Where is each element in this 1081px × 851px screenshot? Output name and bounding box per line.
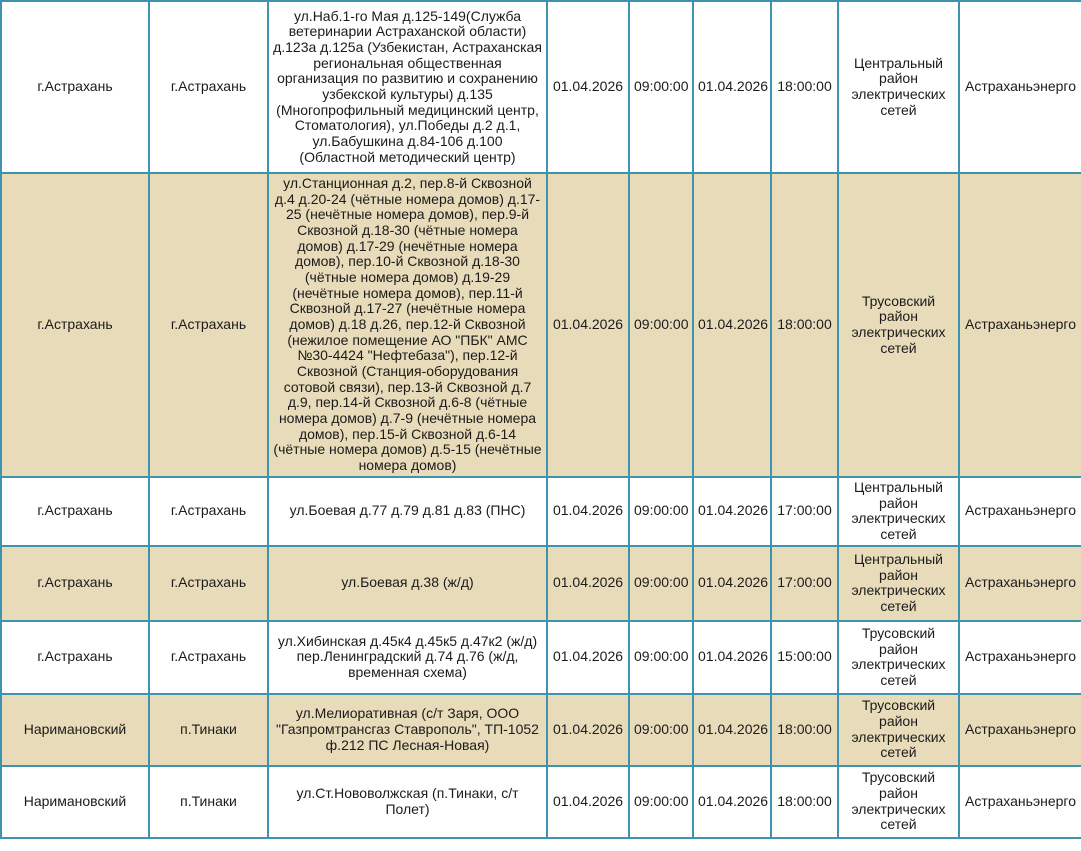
cell-settlement: п.Тинаки	[149, 766, 268, 838]
cell-district: г.Астрахань	[1, 173, 149, 477]
cell-end-time: 18:00:00	[771, 766, 838, 838]
cell-start-time: 09:00:00	[629, 477, 693, 546]
cell-company: Астраханьэнерго	[959, 694, 1081, 766]
cell-end-date: 01.04.2026	[693, 477, 771, 546]
cell-end-time: 15:00:00	[771, 621, 838, 694]
cell-addresses: ул.Боевая д.77 д.79 д.81 д.83 (ПНС)	[268, 477, 547, 546]
cell-company: Астраханьэнерго	[959, 766, 1081, 838]
cell-end-time: 17:00:00	[771, 546, 838, 621]
cell-end-time: 18:00:00	[771, 1, 838, 173]
cell-end-date: 01.04.2026	[693, 621, 771, 694]
cell-addresses: ул.Ст.Нововолжская (п.Тинаки, с/т Полет)	[268, 766, 547, 838]
cell-company: Астраханьэнерго	[959, 477, 1081, 546]
cell-end-time: 17:00:00	[771, 477, 838, 546]
cell-start-date: 01.04.2026	[547, 694, 629, 766]
cell-end-date: 01.04.2026	[693, 546, 771, 621]
cell-start-date: 01.04.2026	[547, 173, 629, 477]
cell-start-time: 09:00:00	[629, 621, 693, 694]
cell-company: Астраханьэнерго	[959, 546, 1081, 621]
cell-district: г.Астрахань	[1, 1, 149, 173]
cell-network-district: Трусовский район электрических сетей	[838, 621, 959, 694]
cell-settlement: г.Астрахань	[149, 477, 268, 546]
cell-district: г.Астрахань	[1, 546, 149, 621]
cell-settlement: г.Астрахань	[149, 546, 268, 621]
cell-start-date: 01.04.2026	[547, 546, 629, 621]
cell-start-time: 09:00:00	[629, 1, 693, 173]
cell-settlement: г.Астрахань	[149, 621, 268, 694]
table-row	[1, 694, 1081, 766]
table-row	[1, 621, 1081, 694]
cell-network-district: Центральный район электрических сетей	[838, 1, 959, 173]
cell-network-district: Трусовский район электрических сетей	[838, 173, 959, 477]
table-row	[1, 477, 1081, 546]
cell-end-date: 01.04.2026	[693, 1, 771, 173]
cell-end-date: 01.04.2026	[693, 766, 771, 838]
cell-start-time: 09:00:00	[629, 173, 693, 477]
cell-district: Наримановский	[1, 766, 149, 838]
cell-settlement: г.Астрахань	[149, 173, 268, 477]
cell-addresses: ул.Станционная д.2, пер.8-й Сквозной д.4 д.20-24 (чётные номера домов) д.17-25 (нечётные номера домов), пер.9-й Сквозной д.18-30 (чётные номера домов) д.17-29 (нечётные номера домов), пер.10-й Сквозной д.18-30 (чётные номера домов) д.19-29 (нечётные номера домов), пер.11-й Сквозной д.17-27 (нечётные номера домов) д.18 д.26, пер.12-й Сквозной (нежилое помещение АО "ПБК" АМС №30-4424 "Нефтебаза"), пер.12-й Сквозной (Станция-оборудования сотовой связи), пер.13-й Сквозной д.7 д.9, пер.14-й Сквозной д.6-8 (чётные номера домов) д.7-9 (нечётные номера домов), пер.15-й Сквозной д.6-14 (чётные номера домов) д.5-15 (нечётные номера домов)	[268, 173, 547, 477]
cell-company: Астраханьэнерго	[959, 621, 1081, 694]
cell-start-time: 09:00:00	[629, 766, 693, 838]
cell-addresses: ул.Боевая д.38 (ж/д)	[268, 546, 547, 621]
cell-end-date: 01.04.2026	[693, 694, 771, 766]
cell-start-date: 01.04.2026	[547, 1, 629, 173]
cell-settlement: п.Тинаки	[149, 694, 268, 766]
cell-company: Астраханьэнерго	[959, 173, 1081, 477]
cell-settlement: г.Астрахань	[149, 1, 268, 173]
cell-start-time: 09:00:00	[629, 546, 693, 621]
cell-network-district: Трусовский район электрических сетей	[838, 766, 959, 838]
cell-start-date: 01.04.2026	[547, 621, 629, 694]
cell-end-time: 18:00:00	[771, 173, 838, 477]
cell-district: г.Астрахань	[1, 621, 149, 694]
cell-network-district: Центральный район электрических сетей	[838, 546, 959, 621]
cell-addresses: ул.Мелиоративная (с/т Заря, ООО "Газпромтрансгаз Ставрополь", ТП-1052 ф.212 ПС Лесная-Новая)	[268, 694, 547, 766]
cell-end-time: 18:00:00	[771, 694, 838, 766]
cell-end-date: 01.04.2026	[693, 173, 771, 477]
cell-addresses: ул.Наб.1-го Мая д.125-149(Служба ветеринарии Астраханской области) д.123а д.125а (Узбекистан, Астраханская региональная общественная организация по развитию и сохранению узбекской культуры) д.135 (Многопрофильный медицинский центр, Стоматология), ул.Победы д.2 д.1, ул.Бабушкина д.84-106 д.100 (Областной методический центр)	[268, 1, 547, 173]
cell-addresses: ул.Хибинская д.45к4 д.45к5 д.47к2 (ж/д) пер.Ленинградский д.74 д.76 (ж/д, временная схема)	[268, 621, 547, 694]
table-row	[1, 766, 1081, 838]
table-row	[1, 546, 1081, 621]
table-row	[1, 1, 1081, 173]
cell-start-date: 01.04.2026	[547, 766, 629, 838]
cell-start-date: 01.04.2026	[547, 477, 629, 546]
cell-start-time: 09:00:00	[629, 694, 693, 766]
cell-district: Наримановский	[1, 694, 149, 766]
table-row	[1, 173, 1081, 477]
cell-district: г.Астрахань	[1, 477, 149, 546]
cell-network-district: Трусовский район электрических сетей	[838, 694, 959, 766]
cell-company: Астраханьэнерго	[959, 1, 1081, 173]
cell-network-district: Центральный район электрических сетей	[838, 477, 959, 546]
